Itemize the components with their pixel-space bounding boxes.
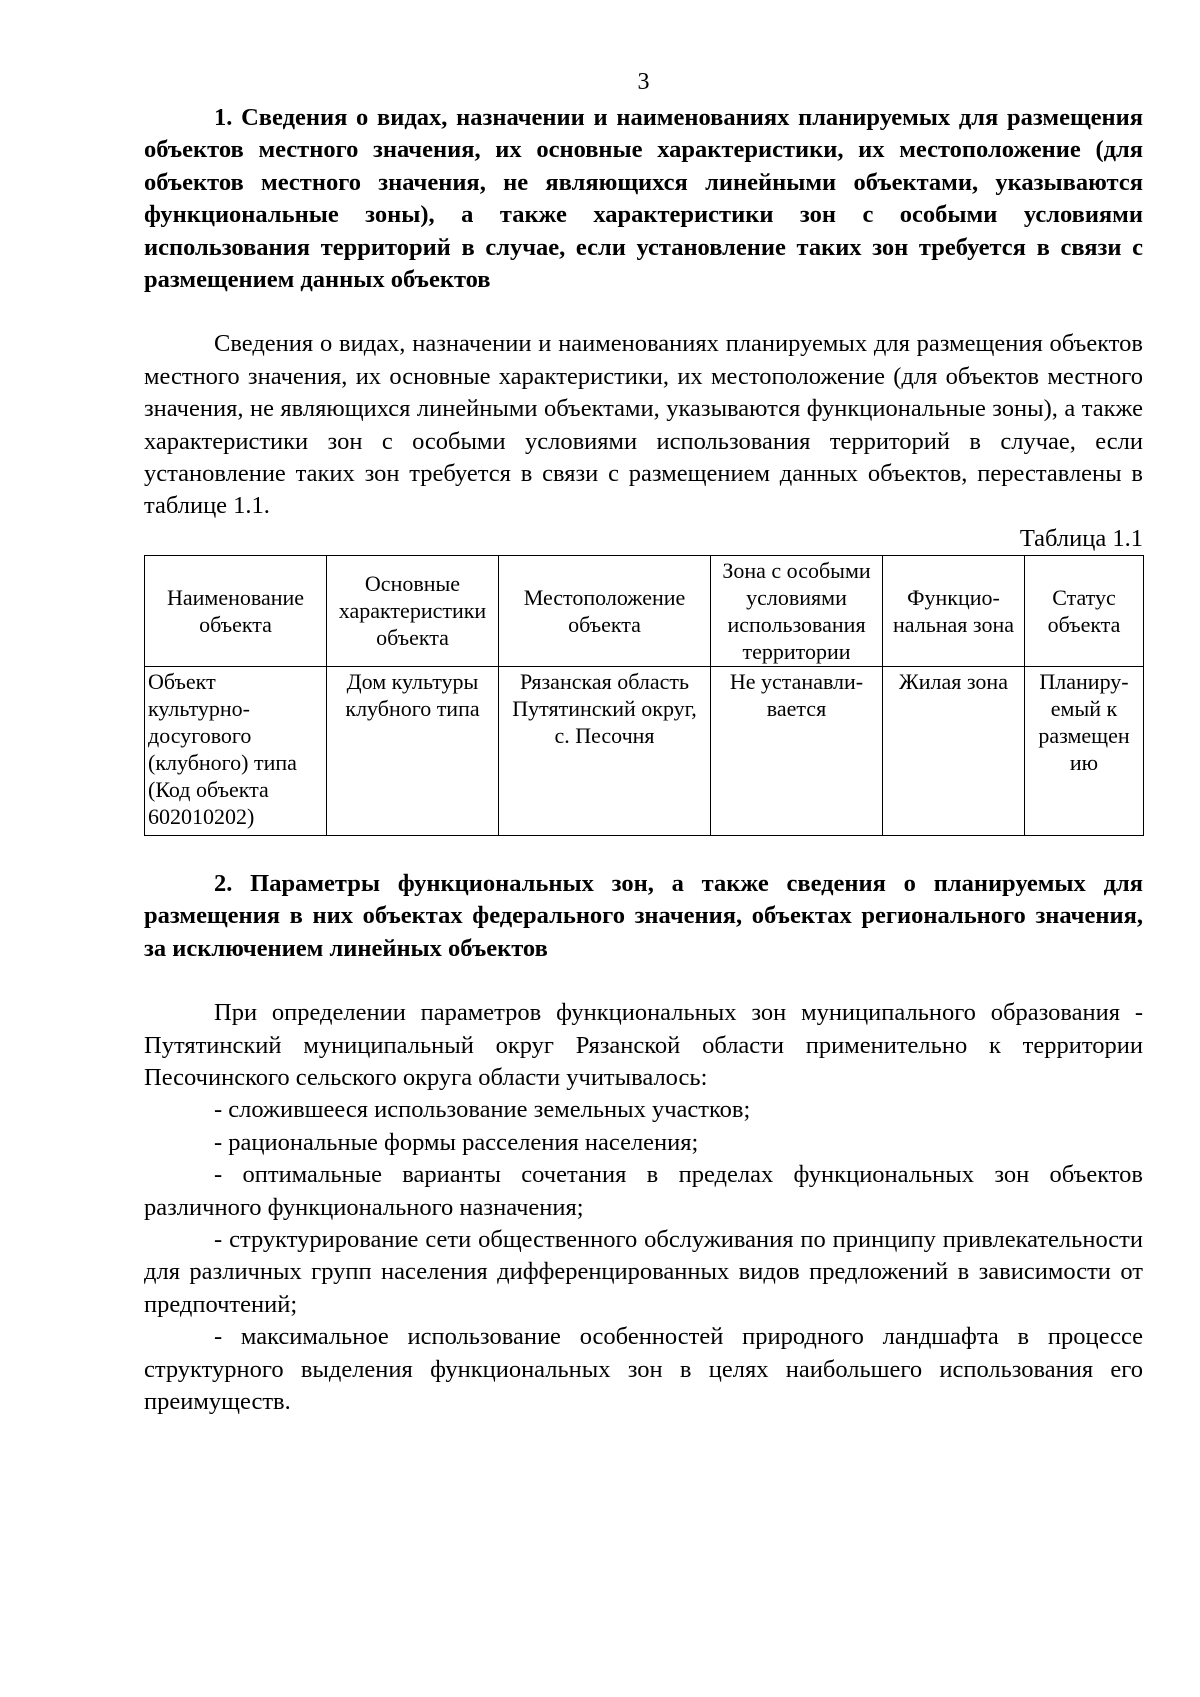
header-functional-zone: Функцио-нальная зона [883, 555, 1025, 666]
cell-location: Рязанская область Путятинский округ, с. Песочня [499, 666, 711, 835]
header-characteristics: Основные характеристики объекта [327, 555, 499, 666]
cell-status: Планиру-емый к размещен ию [1025, 666, 1144, 835]
section-2-intro: При определении параметров функциональных зон муниципального образования - Путятинский муниципальный округ Рязанской области применительно к территории Песочинского сельского округа области учитывалось: [144, 999, 1143, 1091]
list-item: - сложившееся использование земельных участков; [214, 1096, 751, 1124]
header-location: Местоположение объекта [499, 555, 711, 666]
cell-object-name: Объект культурно-досугового (клубного) типа (Код объекта 602010202) [145, 666, 327, 835]
table-header-row [145, 555, 1144, 666]
objects-table [144, 555, 1144, 836]
list-item: - максимальное использование особенностей природного ландшафта в процессе структурного выделения функциональных зон в целях наибольшего использования его преимуществ. [144, 1323, 1143, 1415]
section-1-paragraph: Сведения о видах, назначении и наименованиях планируемых для размещения объектов местного значения, их основные характеристики, их местоположение (для объектов местного значения, не являющихся линейными объектами, указываются функциональные зоны), а также характеристики зон с особыми условиями использования территорий в случае, если установление таких зон требуется в связи с размещением данных объектов, переставлены в таблице 1.1. [144, 330, 1143, 520]
cell-characteristics: Дом культуры клубного типа [327, 666, 499, 835]
cell-special-zone: Не устанавли-вается [711, 666, 883, 835]
table-caption: Таблица 1.1 [1019, 524, 1143, 552]
cell-functional-zone: Жилая зона [883, 666, 1025, 835]
section-1-heading: 1. Сведения о видах, назначении и наименованиях планируемых для размещения объектов местного значения, их основные характеристики, их местоположение (для объектов местного значения, не являющихся линейными объектами, указываются функциональные зоны), а также характеристики зон с особыми условиями использования территорий в случае, если установление таких зон требуется в связи с размещением данных объектов [144, 104, 1143, 294]
header-special-zone: Зона с особыми условиями использования территории [711, 555, 883, 666]
list-item: - оптимальные варианты сочетания в пределах функциональных зон объектов различного функционального назначения; [144, 1161, 1143, 1221]
section-2-heading: 2. Параметры функциональных зон, а также сведения о планируемых для размещения в них объектах федерального значения, объектах регионального значения, за исключением линейных объектов [144, 869, 1143, 962]
document-page [144, 62, 1143, 1418]
header-object-name: Наименование объекта [145, 555, 327, 666]
header-status: Статус объекта [1025, 555, 1144, 666]
page-number: 3 [637, 69, 650, 95]
spacer [144, 296, 1143, 328]
spacer [144, 836, 1143, 868]
spacer [144, 965, 1143, 997]
list-item: - рациональные формы расселения населения; [214, 1128, 699, 1156]
table-row [145, 666, 1144, 835]
list-item: - структурирование сети общественного обслуживания по принципу привлекательности для различных групп населения дифференцированных видов предложений в зависимости от предпочтений; [144, 1225, 1143, 1318]
